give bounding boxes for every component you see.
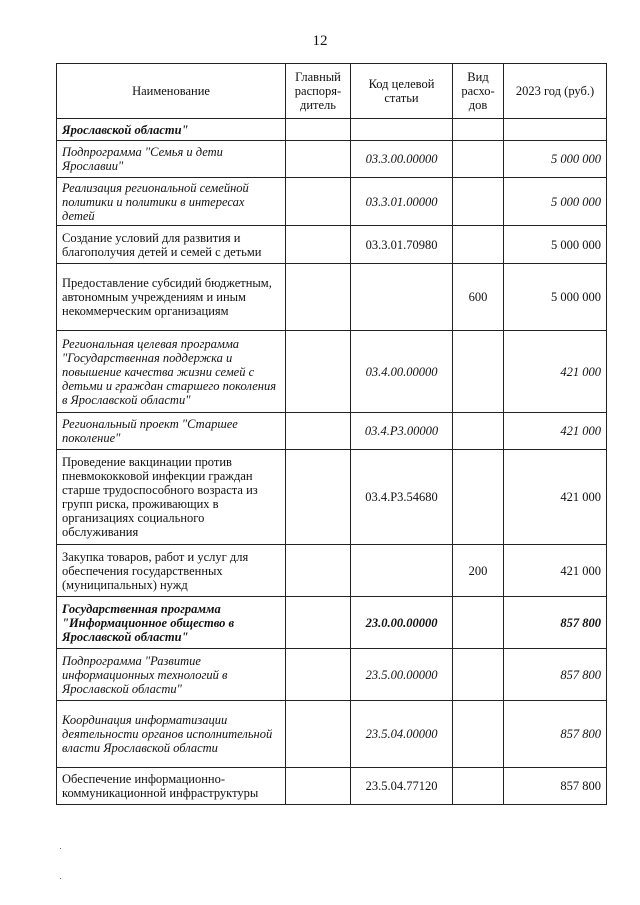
- budget-table: [56, 63, 607, 805]
- row-main-manager: [286, 119, 351, 141]
- row-expense-type: 200: [453, 545, 504, 597]
- table-row: [57, 178, 607, 226]
- row-main-manager: [286, 413, 351, 450]
- row-name: Обеспечение информационно-коммуникационной инфраструктуры: [57, 768, 286, 805]
- row-amount: [504, 119, 607, 141]
- row-name: Региональный проект "Старшее поколение": [57, 413, 286, 450]
- row-expense-type: [453, 331, 504, 413]
- row-name: Закупка товаров, работ и услуг для обеспечения государственных (муниципальных) нужд: [57, 545, 286, 597]
- header-year-2023: 2023 год (руб.): [504, 64, 607, 119]
- row-amount: 5 000 000: [504, 226, 607, 264]
- row-target-code: 23.5.00.00000: [351, 649, 453, 701]
- row-target-code: 23.5.04.77120: [351, 768, 453, 805]
- table-header-row: [57, 64, 607, 119]
- row-main-manager: [286, 178, 351, 226]
- row-main-manager: [286, 649, 351, 701]
- row-amount: 421 000: [504, 413, 607, 450]
- header-target-code: Код целевой статьи: [351, 64, 453, 119]
- table-row: [57, 264, 607, 331]
- row-expense-type: [453, 768, 504, 805]
- row-amount: 857 800: [504, 597, 607, 649]
- table-row: [57, 768, 607, 805]
- row-amount: 5 000 000: [504, 141, 607, 178]
- row-name: Предоставление субсидий бюджетным, автономным учреждениям и иным некоммерческим организациям: [57, 264, 286, 331]
- row-target-code: [351, 264, 453, 331]
- table-row: [57, 597, 607, 649]
- row-name: Создание условий для развития и благополучия детей и семей с детьми: [57, 226, 286, 264]
- row-main-manager: [286, 545, 351, 597]
- table-row: [57, 450, 607, 545]
- row-amount: 421 000: [504, 331, 607, 413]
- row-expense-type: [453, 226, 504, 264]
- row-expense-type: [453, 597, 504, 649]
- row-target-code: 03.4.P3.00000: [351, 413, 453, 450]
- table-row: [57, 701, 607, 768]
- row-amount: 421 000: [504, 545, 607, 597]
- row-target-code: 03.3.01.00000: [351, 178, 453, 226]
- row-amount: 5 000 000: [504, 178, 607, 226]
- row-target-code: 23.0.00.00000: [351, 597, 453, 649]
- row-main-manager: [286, 701, 351, 768]
- row-main-manager: [286, 768, 351, 805]
- row-target-code: 03.4.P3.54680: [351, 450, 453, 545]
- row-amount: 857 800: [504, 649, 607, 701]
- table-row: [57, 141, 607, 178]
- row-target-code: 23.5.04.00000: [351, 701, 453, 768]
- row-expense-type: [453, 649, 504, 701]
- header-main-manager: Главный распоря-дитель: [286, 64, 351, 119]
- row-amount: 857 800: [504, 768, 607, 805]
- row-name: Региональная целевая программа "Государственная поддержка и повышение качества жизни семей с детьми и граждан старшего поколения в Ярославской области": [57, 331, 286, 413]
- table-row: [57, 413, 607, 450]
- row-main-manager: [286, 597, 351, 649]
- row-amount: 857 800: [504, 701, 607, 768]
- row-expense-type: [453, 413, 504, 450]
- row-name: Координация информатизации деятельности органов исполнительной власти Ярославской области: [57, 701, 286, 768]
- row-target-code: 03.3.01.70980: [351, 226, 453, 264]
- table-row: [57, 119, 607, 141]
- row-target-code: 03.4.00.00000: [351, 331, 453, 413]
- header-name: Наименование: [57, 64, 286, 119]
- table-row: [57, 331, 607, 413]
- header-expense-type: Вид расхо-дов: [453, 64, 504, 119]
- row-expense-type: [453, 141, 504, 178]
- row-main-manager: [286, 450, 351, 545]
- row-amount: 5 000 000: [504, 264, 607, 331]
- row-target-code: [351, 119, 453, 141]
- row-name: Реализация региональной семейной политики и политики в интересах детей: [57, 178, 286, 226]
- row-target-code: 03.3.00.00000: [351, 141, 453, 178]
- row-main-manager: [286, 226, 351, 264]
- row-main-manager: [286, 141, 351, 178]
- row-main-manager: [286, 264, 351, 331]
- row-name: Проведение вакцинации против пневмококковой инфекции граждан старше трудоспособного возраста из групп риска, проживающих в организациях социального обслуживания: [57, 450, 286, 545]
- row-expense-type: [453, 450, 504, 545]
- scan-speck: [60, 878, 61, 879]
- scan-speck: [60, 848, 61, 849]
- row-name: Подпрограмма "Развитие информационных технологий в Ярославской области": [57, 649, 286, 701]
- row-name: Подпрограмма "Семья и дети Ярославии": [57, 141, 286, 178]
- row-amount: 421 000: [504, 450, 607, 545]
- row-target-code: [351, 545, 453, 597]
- row-expense-type: 600: [453, 264, 504, 331]
- table-row: [57, 649, 607, 701]
- table-row: [57, 545, 607, 597]
- row-name: Государственная программа "Информационное общество в Ярославской области": [57, 597, 286, 649]
- page-number: 12: [312, 33, 328, 49]
- row-main-manager: [286, 331, 351, 413]
- row-expense-type: [453, 119, 504, 141]
- row-name: Ярославской области": [57, 119, 286, 141]
- row-expense-type: [453, 178, 504, 226]
- row-expense-type: [453, 701, 504, 768]
- table-row: [57, 226, 607, 264]
